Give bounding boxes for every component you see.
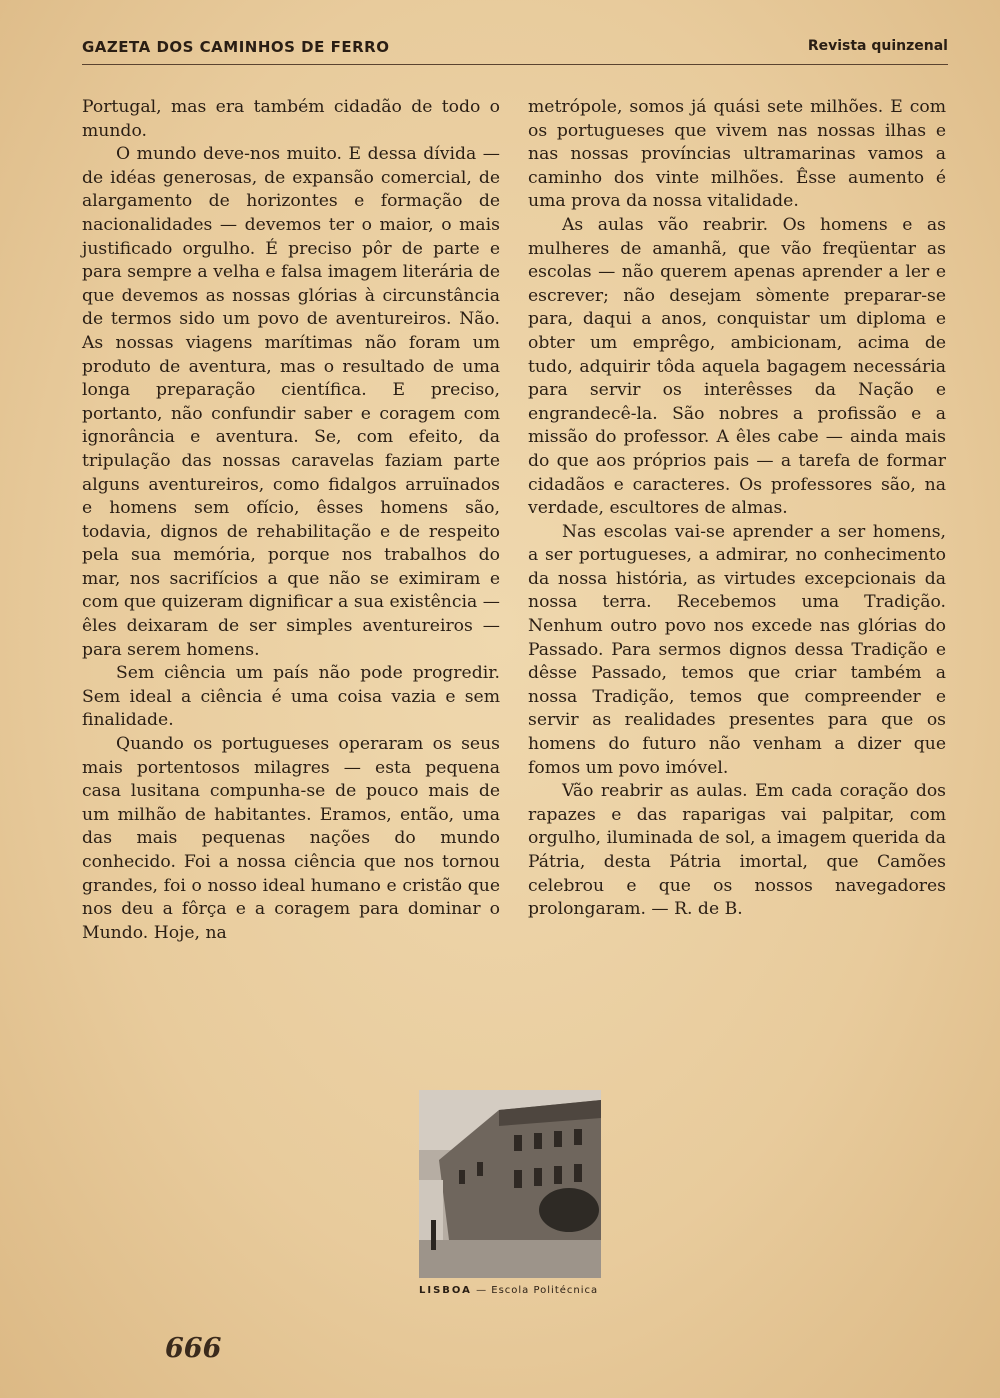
paragraph: As aulas vão reabrir. Os homens e as mulheres de amanhã, que vão freqüentar as escolas — não querem apenas aprender a ler e escrever; não desejam sòmente preparar-se para, daqui a anos, conquistar um diploma e obter um emprêgo, ambicionam, acima de tudo, adquirir tôda aquela bagagem necessária para servir os interêsses da Nação e engrandecê-la. São nobres a profissão e a missão do professor. A êles cabe — ainda mais do que aos próprios pais — a tarefa de formar cidadãos e caracteres. Os professores são, na verdade, escultores de almas. (528, 214, 946, 519)
paragraph: Sem ciência um país não pode progredir. Sem ideal a ciência é uma coisa vazia e sem finalidade. (82, 663, 500, 731)
journal-frequency: Revista quinzenal (807, 38, 948, 54)
paragraph: metrópole, somos já quási sete milhões. E com os portugueses que vivem nas nossas ilhas e nas nossas províncias ultramarinas vamos a caminho dos vinte milhões. Êsse aumento é uma prova da nossa vitalidade. (528, 97, 946, 212)
caption-text: — Escola Politécnica (471, 1285, 599, 1296)
paragraph: O mundo deve-nos muito. E dessa dívida — de idéas generosas, de expansão comercial, de alargamento de horizontes e formação de nacionalidades — devemos ter o maior, o mais justificado orgulho. É preciso pôr de parte e para sempre a velha e falsa imagem literária de que devemos as nossas glórias à circunstância de termos sido um povo de aventureiros. Não. As nossas viagens marítimas não foram um produto de aventura, mas o resultado de uma longa preparação científica. E preciso, portanto, não confundir saber e coragem com ignorância e aventura. Se, com efeito, da tripulação das nossas caravelas faziam parte alguns aventureiros, como fidalgos arruïnados e homens sem ofício, êsses homens são, todavia, dignos de rehabilitação e de respeito pela sua memória, porque nos trabalhos do mar, nos sacrifícios a que não se eximiram e com que quizeram dignificar a sua existência — êles deixaram de ser simples aventureiros — para serem homens. (82, 144, 500, 660)
paragraph: Nas escolas vai-se aprender a ser homens, a ser portugueses, a admirar, no conhecimento da nossa história, as virtudes excepcionais da nossa terra. Recebemos uma Tradição. Nenhum outro povo nos excede nas glórias do Passado. Para sermos dignos dessa Tradição e dêsse Passado, temos que criar também a nossa Tradição, temos que compreender e servir as realidades presentes para que os homens do futuro não venham a dizer que fomos um povo imóvel. (528, 521, 946, 778)
page-number: 666 (165, 1333, 222, 1364)
building-photo (419, 1090, 601, 1278)
left-column (82, 96, 500, 945)
paragraph: Vão reabrir as aulas. Em cada coração dos rapazes e das raparigas vai palpitar, com orgulho, iluminada de sol, a imagem querida da Pátria, desta Pátria imortal, que Camões celebrou e que os nossos navegadores prolongaram. — R. de B. (528, 781, 946, 920)
header-rule (82, 64, 948, 65)
photo-caption (419, 1285, 619, 1296)
paragraph: Quando os portugueses operaram os seus mais portentosos milagres — esta pequena casa lusitana compunha-se de pouco mais de um milhão de habitantes. Eramos, então, uma das mais pequenas nações do mundo conhecido. Foi a nossa ciência que nos tornou grandes, foi o nosso ideal humano e cristão que nos deu a fôrça e a coragem para dominar o Mundo. Hoje, na (82, 734, 500, 943)
journal-title: GAZETA DOS CAMINHOS DE FERRO (82, 38, 390, 56)
caption-place: LISBOA (419, 1285, 472, 1296)
right-column (528, 96, 946, 922)
paragraph: Portugal, mas era também cidadão de todo o mundo. (82, 97, 500, 141)
running-header (82, 38, 948, 62)
